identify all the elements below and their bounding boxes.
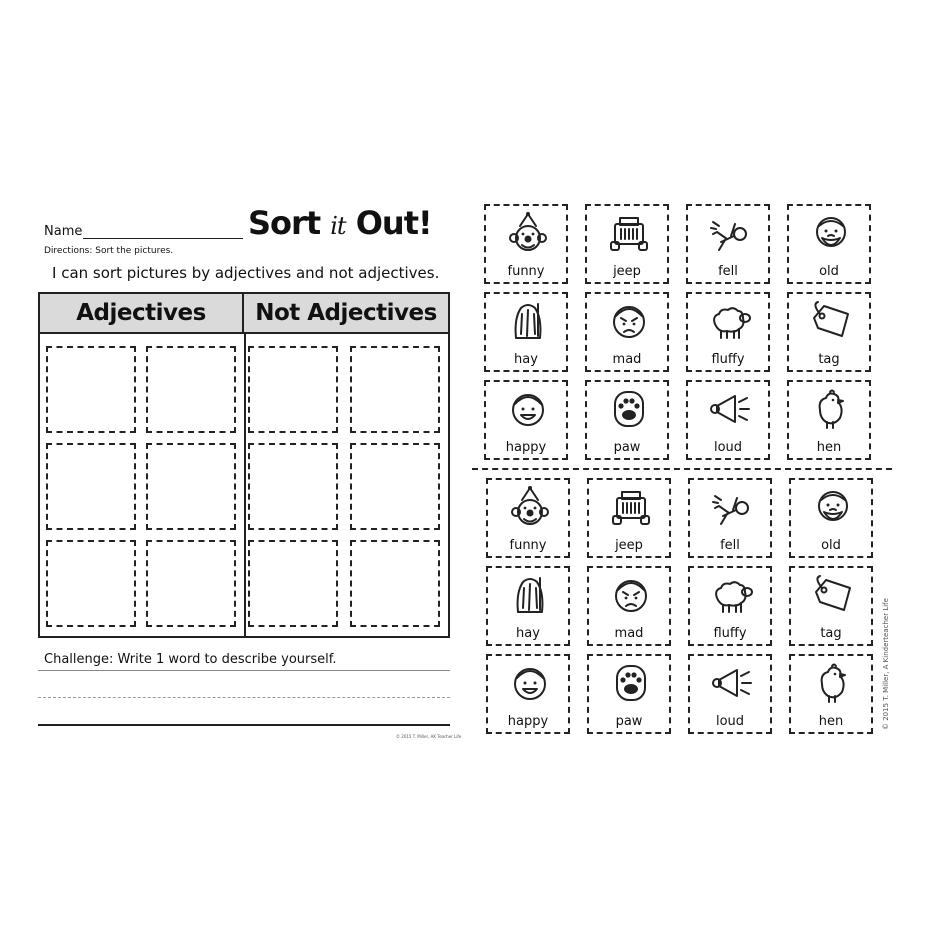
- happy-face-icon: [509, 662, 551, 704]
- falling-boy-icon: [709, 212, 751, 254]
- card-label: paw: [615, 714, 643, 729]
- adjective-slot[interactable]: [146, 443, 236, 530]
- picture-card-hen[interactable]: [787, 380, 871, 460]
- directions-text: Directions: Sort the pictures.: [44, 246, 174, 256]
- card-label: hay: [514, 352, 538, 367]
- picture-card-funny[interactable]: [486, 478, 570, 558]
- picture-card-paw[interactable]: [585, 380, 669, 460]
- sheep-icon: [711, 574, 753, 616]
- picture-card-loud[interactable]: [686, 380, 770, 460]
- clown-icon: [507, 212, 549, 254]
- picture-card-funny[interactable]: [484, 204, 568, 284]
- not-adjective-slot[interactable]: [248, 540, 338, 627]
- adjectives-header: Adjectives: [40, 294, 244, 334]
- picture-card-tag[interactable]: [789, 566, 873, 646]
- worksheet-title: Sort it Out!: [248, 204, 432, 242]
- hay-icon: [507, 300, 549, 342]
- picture-card-paw[interactable]: [587, 654, 671, 734]
- side-copyright: © 2015 T. Miller, A Kinderteacher Life: [882, 598, 890, 730]
- card-label: old: [819, 264, 839, 279]
- picture-card-fluffy[interactable]: [686, 292, 770, 372]
- cut-line: [472, 468, 892, 470]
- hay-icon: [509, 574, 551, 616]
- name-label: Name: [44, 224, 83, 239]
- card-label: loud: [713, 440, 743, 455]
- picture-card-old[interactable]: [787, 204, 871, 284]
- picture-card-fell[interactable]: [686, 204, 770, 284]
- card-label: mad: [612, 352, 642, 367]
- megaphone-icon: [709, 388, 751, 430]
- tag-icon: [812, 574, 854, 616]
- picture-card-fluffy[interactable]: [688, 566, 772, 646]
- card-label: hen: [818, 714, 844, 729]
- picture-card-mad[interactable]: [587, 566, 671, 646]
- challenge-prompt: Challenge: Write 1 word to describe yourself.: [44, 652, 337, 667]
- adjective-slot[interactable]: [46, 443, 136, 530]
- jeep-icon: [608, 212, 650, 254]
- picture-card-hay[interactable]: [484, 292, 568, 372]
- paw-icon: [608, 388, 650, 430]
- not-adjective-slot[interactable]: [350, 346, 440, 433]
- tag-icon: [810, 300, 852, 342]
- writing-line-middle: [38, 697, 450, 698]
- picture-card-jeep[interactable]: [587, 478, 671, 558]
- picture-card-jeep[interactable]: [585, 204, 669, 284]
- old-man-icon: [810, 212, 852, 254]
- writing-line-base: [38, 724, 450, 726]
- not-adjective-slot[interactable]: [248, 346, 338, 433]
- card-label: fell: [718, 264, 738, 279]
- old-man-icon: [812, 486, 854, 528]
- adjective-slot[interactable]: [46, 540, 136, 627]
- mad-face-icon: [610, 574, 652, 616]
- picture-card-happy[interactable]: [484, 380, 568, 460]
- worksheet: [38, 200, 462, 740]
- picture-card-mad[interactable]: [585, 292, 669, 372]
- adjective-slot[interactable]: [146, 346, 236, 433]
- card-label: fluffy: [711, 352, 745, 367]
- card-label: happy: [505, 440, 547, 455]
- picture-card-hay[interactable]: [486, 566, 570, 646]
- card-label: hay: [516, 626, 540, 641]
- card-label: jeep: [615, 538, 643, 553]
- megaphone-icon: [711, 662, 753, 704]
- jeep-icon: [610, 486, 652, 528]
- i-can-statement: I can sort pictures by adjectives and not adjectives.: [52, 264, 440, 282]
- card-label: fluffy: [713, 626, 747, 641]
- card-label: jeep: [613, 264, 641, 279]
- picture-card-loud[interactable]: [688, 654, 772, 734]
- name-line: [83, 238, 243, 239]
- card-label: hen: [816, 440, 842, 455]
- sort-table: [38, 292, 450, 638]
- card-label: tag: [820, 626, 842, 641]
- card-label: happy: [507, 714, 549, 729]
- picture-card-hen[interactable]: [789, 654, 873, 734]
- paw-icon: [610, 662, 652, 704]
- card-label: old: [821, 538, 841, 553]
- picture-card-old[interactable]: [789, 478, 873, 558]
- card-label: fell: [720, 538, 740, 553]
- adjective-slot[interactable]: [146, 540, 236, 627]
- card-label: paw: [613, 440, 641, 455]
- card-label: loud: [715, 714, 745, 729]
- picture-card-happy[interactable]: [486, 654, 570, 734]
- writing-line-top[interactable]: [38, 670, 450, 671]
- not-adjective-slot[interactable]: [350, 443, 440, 530]
- picture-card-fell[interactable]: [688, 478, 772, 558]
- card-label: mad: [614, 626, 644, 641]
- card-label: tag: [818, 352, 840, 367]
- happy-face-icon: [507, 388, 549, 430]
- not-adjective-slot[interactable]: [248, 443, 338, 530]
- not-adjectives-header: Not Adjectives: [244, 294, 448, 334]
- hen-icon: [812, 662, 854, 704]
- worksheet-copyright: © 2015 T. Miller, AK Teacher Life: [396, 734, 462, 739]
- sheep-icon: [709, 300, 751, 342]
- card-label: funny: [507, 264, 545, 279]
- mad-face-icon: [608, 300, 650, 342]
- falling-boy-icon: [711, 486, 753, 528]
- column-divider: [244, 334, 246, 636]
- card-label: funny: [509, 538, 547, 553]
- hen-icon: [810, 388, 852, 430]
- not-adjective-slot[interactable]: [350, 540, 440, 627]
- picture-card-tag[interactable]: [787, 292, 871, 372]
- clown-icon: [509, 486, 551, 528]
- adjective-slot[interactable]: [46, 346, 136, 433]
